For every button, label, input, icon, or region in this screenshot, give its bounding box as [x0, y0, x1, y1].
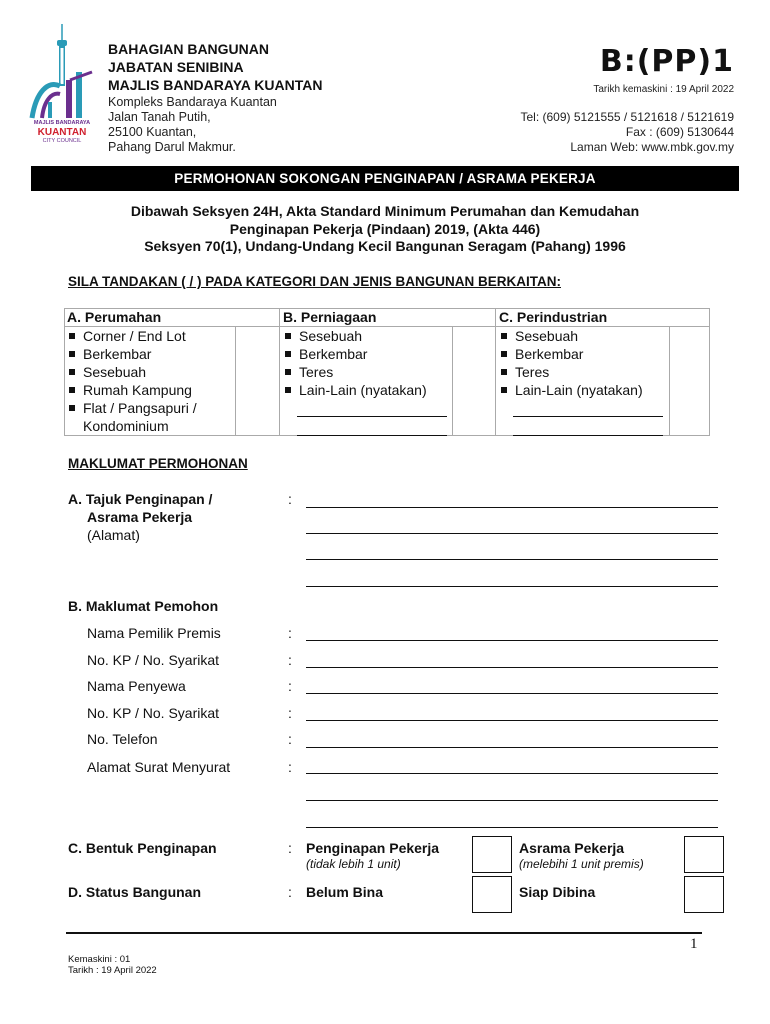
- section-a-label: (Alamat): [87, 527, 140, 543]
- logo-text-council: MAJLIS BANDARAYA: [33, 120, 91, 126]
- logo-text-city: CITY COUNCIL: [42, 138, 82, 144]
- address-line: Jalan Tanah Putih,: [108, 110, 211, 124]
- category-instruction: SILA TANDAKAN ( / ) PADA KATEGORI DAN JENIS BANGUNAN BERKAITAN:: [68, 274, 561, 289]
- category-b-label: Sesebuah: [299, 328, 363, 344]
- category-b-other-line[interactable]: [297, 416, 447, 417]
- contact-tel: Tel: (609) 5121555 / 5121618 / 5121619: [520, 110, 734, 124]
- category-c-other-line[interactable]: [513, 416, 663, 417]
- address-line: Kompleks Bandaraya Kuantan: [108, 95, 277, 109]
- footer-revision: Kemaskini : 01: [68, 954, 131, 965]
- address-input-line[interactable]: [306, 533, 718, 534]
- option-belum-bina-label: Belum Bina: [306, 884, 384, 900]
- category-c-label: Sesebuah: [515, 328, 579, 344]
- form-code: B:(PP)1: [599, 44, 734, 79]
- category-b-label: Berkembar: [299, 346, 368, 362]
- category-b-label: Teres: [299, 364, 334, 380]
- option-asrama-sub: (melebihi 1 unit premis): [519, 857, 644, 871]
- category-b-item[interactable]: [281, 327, 362, 345]
- category-b-heading: B. Perniagaan: [283, 309, 377, 325]
- form-title: PERMOHONAN SOKONGAN PENGINAPAN / ASRAMA PEKERJA: [31, 166, 739, 191]
- address-block: [108, 95, 277, 155]
- colon: :: [288, 652, 292, 668]
- colon: :: [288, 731, 292, 747]
- field-label: No. Telefon: [87, 731, 158, 747]
- category-b-item[interactable]: [281, 381, 427, 399]
- field-label: Nama Penyewa: [87, 678, 186, 694]
- org-line: BAHAGIAN BANGUNAN: [108, 41, 269, 57]
- colon: :: [288, 678, 292, 694]
- option-penginapan-sub: (tidak lebih 1 unit): [306, 857, 401, 871]
- category-a-label: Corner / End Lot: [83, 328, 186, 344]
- category-table: [64, 308, 710, 436]
- category-b-item[interactable]: [281, 363, 333, 381]
- category-c-label: Berkembar: [515, 346, 584, 362]
- colon: :: [288, 759, 292, 775]
- category-c-item[interactable]: [497, 381, 643, 399]
- legal-line: Penginapan Pekerja (Pindaan) 2019, (Akta 446): [229, 221, 541, 237]
- section-a-label: Asrama Pekerja: [87, 509, 193, 525]
- category-a-label: Flat / Pangsapuri /: [83, 400, 197, 416]
- footer-divider: [66, 932, 702, 934]
- mbk-logo-icon: [26, 22, 98, 150]
- address-line: 25100 Kuantan,: [108, 125, 197, 139]
- category-a-item[interactable]: [65, 399, 197, 417]
- owner-id-input[interactable]: [306, 667, 718, 668]
- category-c-other-line[interactable]: [513, 435, 663, 436]
- option-siap-dibina-label: Siap Dibina: [519, 884, 596, 900]
- org-line: JABATAN SENIBINA: [108, 59, 244, 75]
- category-c-item[interactable]: [497, 363, 549, 381]
- asrama-checkbox[interactable]: [684, 836, 724, 873]
- field-label: Nama Pemilik Premis: [87, 625, 221, 641]
- contact-web: Laman Web: www.mbk.gov.my: [570, 140, 734, 154]
- legal-line: Seksyen 70(1), Undang-Undang Kecil Bangunan Seragam (Pahang) 1996: [144, 238, 626, 254]
- category-c-item[interactable]: [497, 327, 578, 345]
- colon: :: [288, 625, 292, 641]
- updated-date: Tarikh kemaskini : 19 April 2022: [593, 84, 734, 95]
- category-a-label: Sesebuah: [83, 364, 147, 380]
- category-a-heading: A. Perumahan: [67, 309, 162, 325]
- address-input-line[interactable]: [306, 586, 718, 587]
- logo-text-kuantan: KUANTAN: [37, 127, 87, 138]
- section-c-label: C. Bentuk Penginapan: [68, 840, 217, 856]
- category-c-heading: C. Perindustrian: [499, 309, 608, 325]
- org-line: MAJLIS BANDARAYA KUANTAN: [108, 77, 323, 93]
- org-block: [108, 40, 322, 94]
- maklumat-heading: MAKLUMAT PERMOHONAN: [68, 456, 248, 471]
- penginapan-checkbox[interactable]: [472, 836, 512, 873]
- footer-date: Tarikh : 19 April 2022: [68, 965, 157, 976]
- address-input-line[interactable]: [306, 507, 718, 508]
- mailing-address-input[interactable]: [306, 800, 718, 801]
- tenant-name-input[interactable]: [306, 693, 718, 694]
- category-b-other-line[interactable]: [297, 435, 447, 436]
- siap-dibina-checkbox[interactable]: [684, 876, 724, 913]
- category-b-item[interactable]: [281, 345, 367, 363]
- category-c-item[interactable]: [497, 345, 583, 363]
- colon: :: [288, 491, 292, 507]
- section-b-heading: B. Maklumat Pemohon: [68, 598, 219, 614]
- category-a-label-cont: Kondominium: [83, 418, 169, 434]
- field-label: No. KP / No. Syarikat: [87, 705, 220, 721]
- colon: :: [288, 840, 292, 856]
- section-d-label: D. Status Bangunan: [68, 884, 202, 900]
- field-label: No. KP / No. Syarikat: [87, 652, 220, 668]
- tenant-id-input[interactable]: [306, 720, 718, 721]
- owner-name-input[interactable]: [306, 640, 718, 641]
- mailing-address-input[interactable]: [306, 827, 718, 828]
- address-line: Pahang Darul Makmur.: [108, 140, 236, 154]
- category-a-item[interactable]: [65, 327, 186, 345]
- legal-line: Dibawah Seksyen 24H, Akta Standard Minimum Perumahan dan Kemudahan: [130, 203, 640, 219]
- colon: :: [288, 884, 292, 900]
- page-number: 1: [690, 936, 698, 952]
- category-a-item[interactable]: [65, 381, 192, 399]
- field-label: Alamat Surat Menyurat: [87, 759, 231, 775]
- option-asrama-label: Asrama Pekerja: [519, 840, 625, 856]
- section-a-label: A. Tajuk Penginapan /: [68, 491, 213, 507]
- mailing-address-input[interactable]: [306, 773, 718, 774]
- category-b-label: Lain-Lain (nyatakan): [299, 382, 427, 398]
- category-a-label: Berkembar: [83, 346, 152, 362]
- address-input-line[interactable]: [306, 559, 718, 560]
- category-a-label: Rumah Kampung: [83, 382, 192, 398]
- colon: :: [288, 705, 292, 721]
- category-a-item[interactable]: [65, 345, 151, 363]
- belum-bina-checkbox[interactable]: [472, 876, 512, 913]
- phone-input[interactable]: [306, 747, 718, 748]
- category-c-label: Teres: [515, 364, 550, 380]
- contact-fax: Fax : (609) 5130644: [625, 125, 734, 139]
- option-penginapan-label: Penginapan Pekerja: [306, 840, 440, 856]
- category-c-label: Lain-Lain (nyatakan): [515, 382, 643, 398]
- category-a-item[interactable]: [65, 363, 146, 381]
